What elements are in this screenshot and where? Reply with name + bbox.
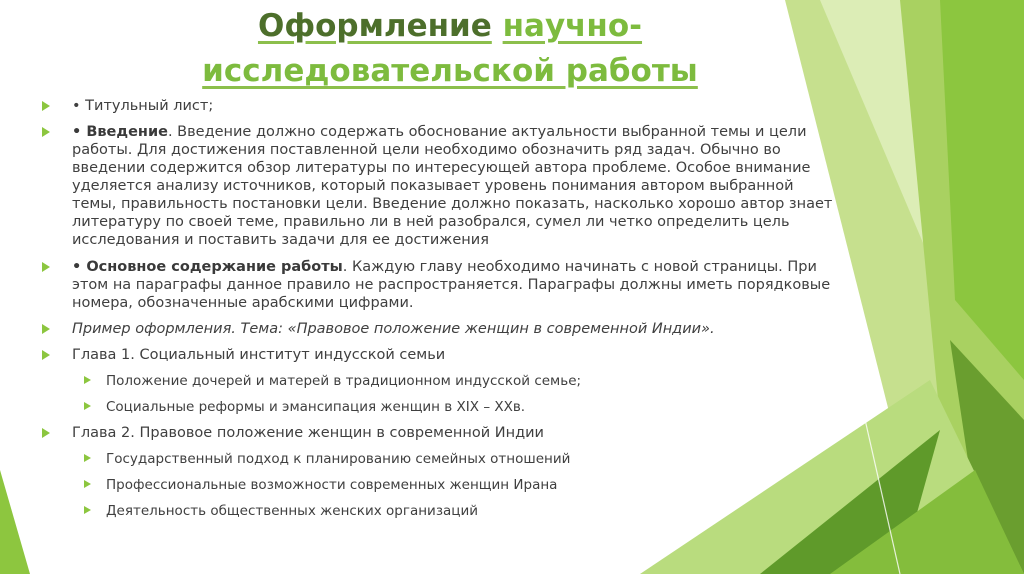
sub-bullet-text: Государственный подход к планированию семейных отношений [106,451,571,467]
sub-bullet-text: Положение дочерей и матерей в традиционном индусской семье; [106,373,582,389]
sub-bullet-arrow-icon [84,376,91,384]
bullet-text: Пример оформления. Тема: «Правовое положение женщин в современной Индии». [72,321,715,337]
left-green-stripe [0,470,30,574]
bullet-label: • Основное содержание работы [72,259,343,275]
bullet-label: • Введение [72,124,168,140]
sub-bullet-arrow-icon [84,454,91,462]
bullet-chapter-2 [34,424,834,442]
sub-bullet [34,372,834,390]
title-word-dark: Оформление [257,8,492,44]
sub-bullet-arrow-icon [84,402,91,410]
sub-bullet [34,502,834,520]
sub-bullet-text: Социальные реформы и эмансипация женщин в XIX – XXв. [106,399,526,415]
bullet-text: . Введение должно содержать обоснование актуальности выбранной темы и цели работы. Для достижения поставленной цели необходимо обозначить ряд задач. Обычно во введении содержится обзор литературы по интересующей автора проблеме. Особое внимание уделяется анализу источников, который показывает уровень понимания автором выбранной темы, правильность постановки цели. Введение должно показать, насколько хорошо автор знает литературу по своей теме, правильно ли в ней разобрался, сумел ли четко определить цель исследования и поставить задачи для ее достижения [72,124,833,248]
bullet-arrow-icon [42,262,50,272]
slide-title [150,4,750,94]
bullet-text: • Титульный лист; [72,98,214,114]
bullet-arrow-icon [42,324,50,334]
sub-bullet-text: Профессиональные возможности современных женщин Ирана [106,477,558,493]
bullet-chapter-1 [34,346,834,364]
bullet-text: . Каждую главу необходимо начинать с новой страницы. При этом на параграфы данное правило не распространяется. Параграфы должны иметь порядковые номера, обозначенные арабскими цифрами. [72,259,831,311]
bullet-arrow-icon [42,350,50,360]
bullet-introduction [34,123,834,249]
bullet-text: Глава 1. Социальный институт индусской семьи [72,347,446,363]
sub-bullet [34,398,834,416]
sub-bullet-arrow-icon [84,480,91,488]
sub-bullet [34,450,834,468]
bullet-example [34,320,834,338]
sub-bullet [34,476,834,494]
bullet-text: Глава 2. Правовое положение женщин в современной Индии [72,425,544,441]
bullet-arrow-icon [42,101,50,111]
title-line-2: исследовательской работы [202,53,698,89]
sub-bullet-text: Деятельность общественных женских организаций [106,503,479,519]
sub-bullet-arrow-icon [84,506,91,514]
bullet-arrow-icon [42,428,50,438]
slide-content [34,97,834,520]
bullet-arrow-icon [42,127,50,137]
title-word-light: научно- [502,8,643,44]
bullet-main-content [34,258,834,312]
bullet-title-page [34,97,834,115]
